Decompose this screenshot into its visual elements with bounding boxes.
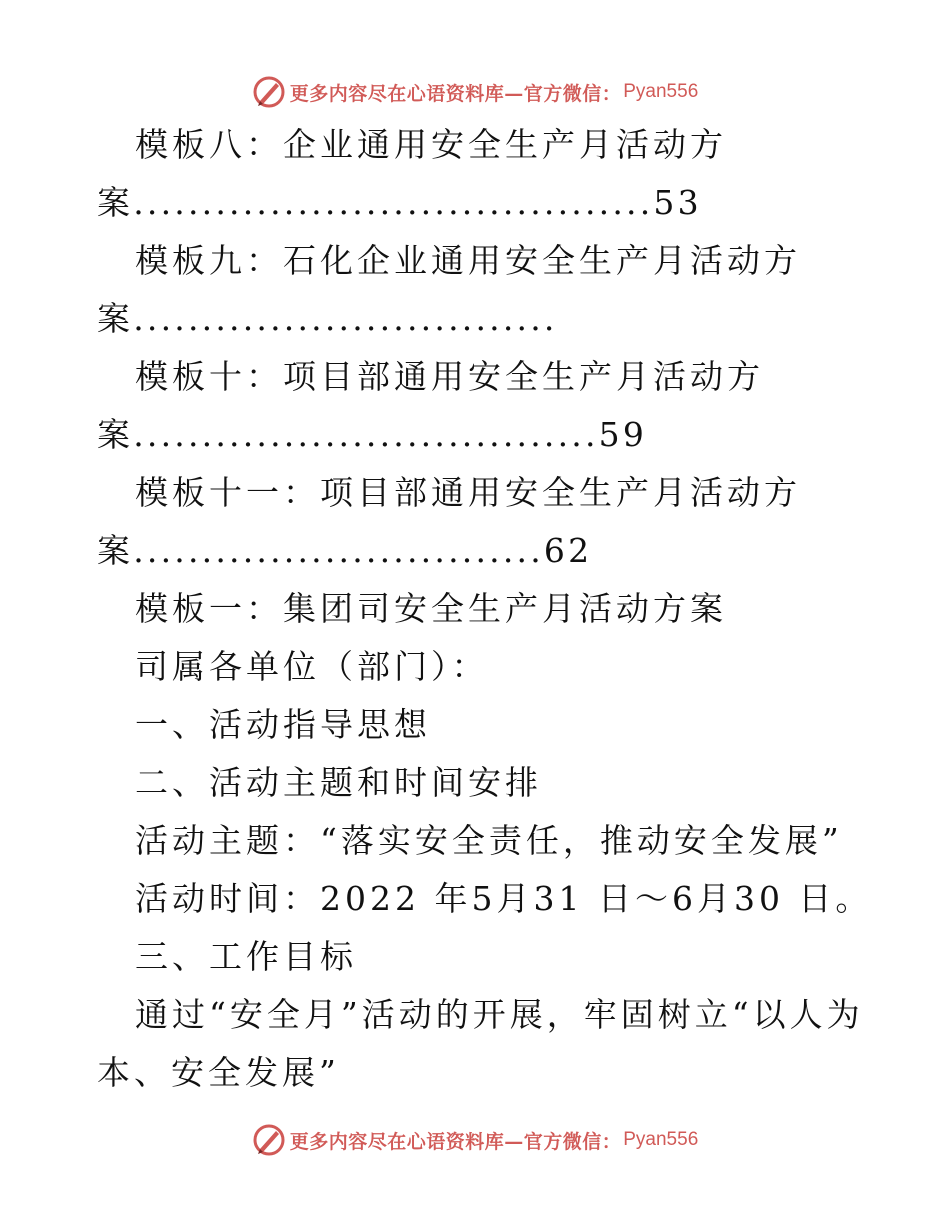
pen-logo-icon bbox=[252, 75, 286, 109]
toc-entry-title: 模板八：企业通用安全生产月活动方 bbox=[135, 125, 727, 164]
section-heading-2: 二、活动主题和时间安排 bbox=[135, 763, 542, 802]
footer-watermark bbox=[0, 1120, 950, 1160]
paragraph-line: 通过“安全月”活动的开展，牢固树立“以人为 bbox=[135, 995, 864, 1034]
section-heading-3: 三、工作目标 bbox=[135, 937, 357, 976]
toc-entry-title: 模板九：石化企业通用安全生产月活动方 bbox=[135, 241, 801, 280]
activity-theme: 活动主题：“落实安全责任，推动安全发展” bbox=[135, 821, 843, 860]
watermark-wechat-id: Pyan556 bbox=[623, 81, 699, 102]
activity-time: 活动时间：2022 年5月31 日～6月30 日。 bbox=[135, 879, 873, 918]
toc-entry-leader: 案..............................62 bbox=[97, 531, 593, 570]
toc-entry-title: 模板十一：项目部通用安全生产月活动方 bbox=[135, 473, 801, 512]
header-watermark bbox=[0, 72, 950, 112]
toc-entry-leader: 案..................................59 bbox=[97, 415, 648, 454]
pen-logo-icon bbox=[252, 1123, 286, 1157]
template-heading: 模板一：集团司安全生产月活动方案 bbox=[135, 589, 727, 628]
watermark-text: 更多内容尽在心语资料库—官方微信： bbox=[289, 1130, 622, 1153]
watermark-text: 更多内容尽在心语资料库—官方微信： bbox=[289, 82, 622, 105]
salutation: 司属各单位（部门）： bbox=[135, 647, 489, 686]
paragraph-line: 本、安全发展” bbox=[97, 1053, 340, 1092]
toc-entry-leader: 案............................... bbox=[97, 299, 558, 338]
toc-entry-title: 模板十：项目部通用安全生产月活动方 bbox=[135, 357, 764, 396]
toc-entry-leader: 案......................................53 bbox=[97, 183, 702, 222]
section-heading-1: 一、活动指导思想 bbox=[135, 705, 431, 744]
watermark-wechat-id: Pyan556 bbox=[623, 1129, 699, 1150]
